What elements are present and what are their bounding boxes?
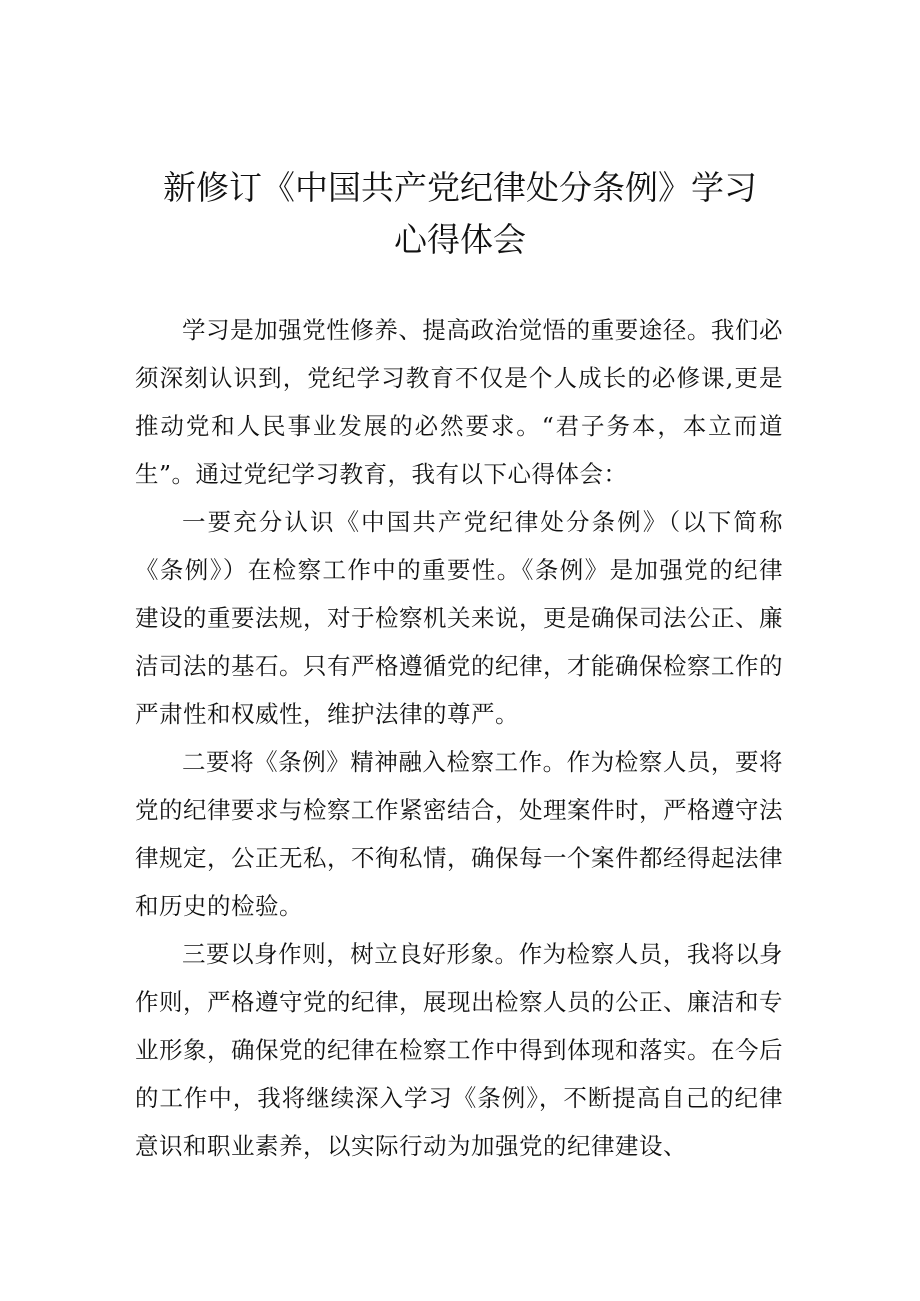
paragraph-point-3: 三要以身作则，树立良好形象。作为检察人员，我将以身作则，严格遵守党的纪律，展现出检察人员的公正、廉洁和专业形象，确保党的纪律在检察工作中得到体现和落实。在今后的工作中，我将继续深入学习《条例》，不断提高自己的纪律意识和职业素养，以实际行动为加强党的纪律建设、 [135,940,783,1160]
paragraph-intro: 学习是加强党性修养、提高政治觉悟的重要途径。我们必须深刻认识到，党纪学习教育不仅是个人成长的必修课,更是推动党和人民事业发展的必然要求。“君子务本，本立而道生”。通过党纪学习教育，我有以下心得体会： [135,316,783,488]
document-title-line-2: 心得体会 [394,220,526,259]
paragraph-point-1: 一要充分认识《中国共产党纪律处分条例》（以下简称《条例》）在检察工作中的重要性。《条例》是加强党的纪律建设的重要法规，对于检察机关来说，更是确保司法公正、廉洁司法的基石。只有严格遵循党的纪律，才能确保检察工作的严肃性和权威性，维护法律的尊严。 [135,508,783,728]
paragraph-point-2: 二要将《条例》精神融入检察工作。作为检察人员，要将党的纪律要求与检察工作紧密结合，处理案件时，严格遵守法律规定，公正无私，不徇私情，确保每一个案件都经得起法律和历史的检验。 [135,748,783,920]
document-title-line-1: 新修订《中国共产党纪律处分条例》学习 [163,168,757,207]
document-body [135,306,783,1170]
